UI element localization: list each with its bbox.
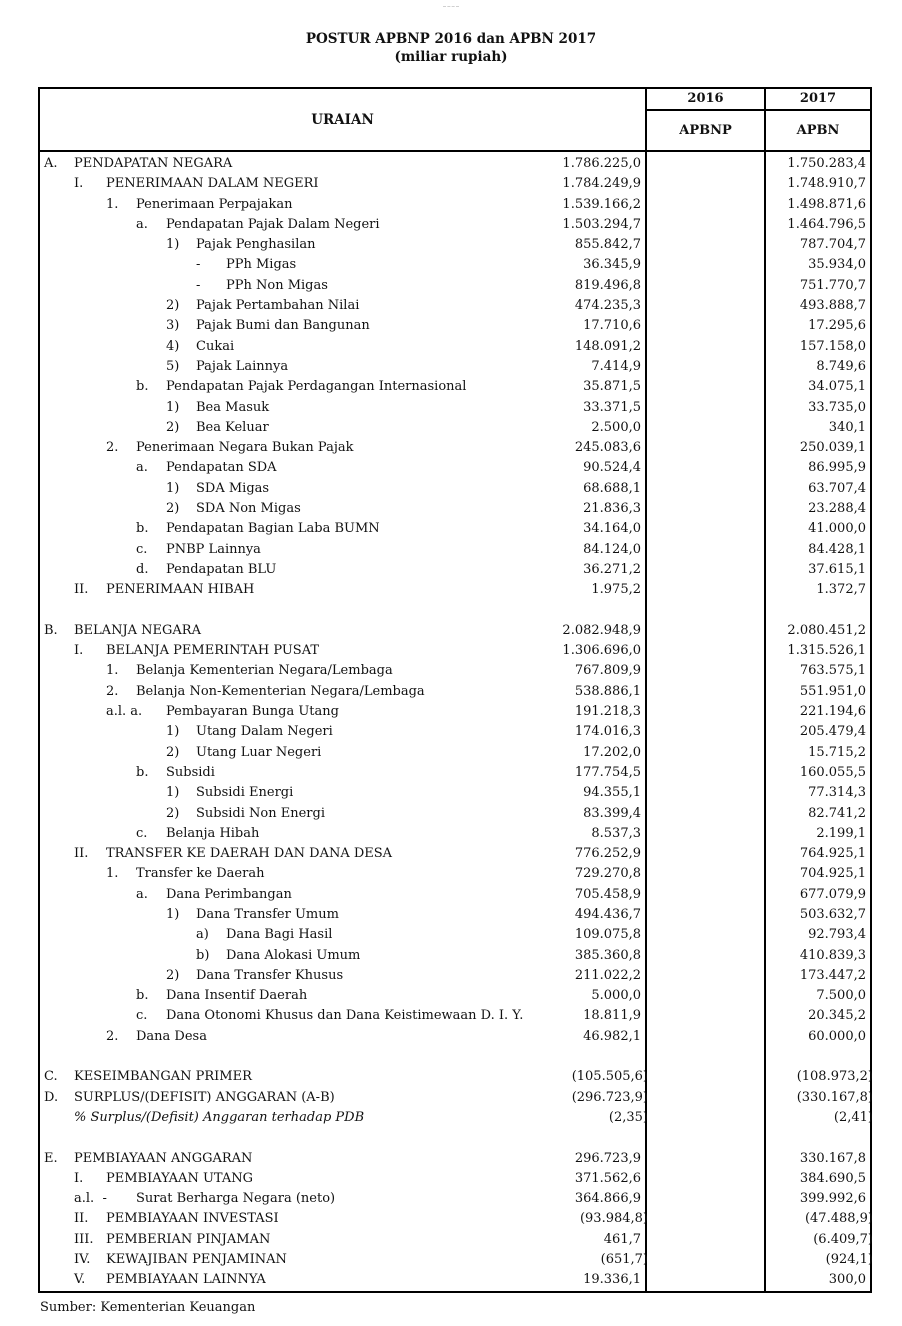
row-label: KESEIMBANGAN PRIMER bbox=[74, 1069, 252, 1085]
value-apbnp-2016: 34.164,0 bbox=[583, 521, 641, 537]
row-prefix: 5) bbox=[166, 358, 180, 374]
row-label: PENDAPATAN NEGARA bbox=[74, 156, 233, 171]
value-apbnp-2016: 5.000,0 bbox=[591, 988, 641, 1004]
value-apbn-2017: 221.194,6 bbox=[799, 704, 866, 720]
row-prefix: E. bbox=[44, 1150, 58, 1166]
table-row bbox=[40, 458, 870, 478]
value-apbnp-2016: 109.075,8 bbox=[574, 927, 641, 943]
value-apbn-2017: 23.288,4 bbox=[808, 501, 866, 517]
table-row bbox=[40, 1270, 870, 1290]
row-prefix: V. bbox=[74, 1272, 86, 1288]
table-row bbox=[40, 1250, 873, 1270]
value-apbnp-2016: 19.336,1 bbox=[583, 1272, 641, 1288]
table-row bbox=[40, 1230, 873, 1250]
row-prefix: 2) bbox=[166, 501, 180, 517]
row-prefix: 1. bbox=[106, 663, 119, 679]
value-apbn-2017: 7.500,0 bbox=[816, 988, 866, 1004]
row-prefix: a. bbox=[136, 216, 148, 232]
table-row bbox=[40, 174, 870, 194]
value-apbn-2017: 84.428,1 bbox=[808, 541, 866, 557]
row-label: % Surplus/(Defisit) Anggaran terhadap PDB bbox=[74, 1109, 365, 1125]
row-label: TRANSFER KE DAERAH DAN DANA DESA bbox=[106, 846, 393, 862]
row-prefix: a) bbox=[196, 927, 209, 943]
value-apbnp-2016: 385.360,8 bbox=[574, 947, 641, 963]
table-row bbox=[40, 1067, 873, 1087]
table-row bbox=[40, 479, 870, 499]
table-row bbox=[40, 499, 870, 519]
value-apbn-2017: 37.615,1 bbox=[808, 561, 866, 577]
header-col-2017 bbox=[764, 89, 870, 150]
row-label: Dana Insentif Daerah bbox=[166, 988, 308, 1004]
value-apbnp-2016: 68.688,1 bbox=[583, 480, 641, 496]
table-row bbox=[40, 1006, 870, 1026]
value-apbnp-2016: 17.710,6 bbox=[583, 318, 641, 334]
value-apbn-2017: 677.079,9 bbox=[799, 886, 866, 902]
table-row bbox=[40, 946, 870, 966]
budget-table bbox=[38, 87, 872, 1293]
row-prefix: 2. bbox=[106, 683, 119, 699]
value-apbn-2017: 35.934,0 bbox=[808, 257, 866, 273]
header-year-2016: 2016 bbox=[647, 89, 764, 111]
table-row bbox=[40, 743, 870, 763]
row-prefix: c. bbox=[136, 825, 148, 841]
table-body bbox=[40, 152, 873, 1291]
value-apbn-2017: 17.295,6 bbox=[808, 318, 866, 334]
table-row bbox=[40, 925, 870, 945]
header-uraian: URAIAN bbox=[311, 111, 374, 128]
value-apbnp-2016: (2,35) bbox=[608, 1109, 648, 1125]
row-prefix: 2. bbox=[106, 440, 119, 456]
value-apbn-2017: 2.199,1 bbox=[816, 825, 866, 841]
value-apbn-2017: (47.488,9) bbox=[804, 1211, 873, 1227]
table-row bbox=[40, 722, 870, 742]
row-prefix: - bbox=[196, 277, 201, 293]
value-apbn-2017: 1.498.871,6 bbox=[787, 196, 866, 212]
table-row bbox=[40, 763, 870, 783]
value-apbnp-2016: 191.218,3 bbox=[574, 704, 641, 720]
row-prefix: 2) bbox=[166, 419, 180, 435]
header-col-2016 bbox=[645, 89, 764, 150]
value-apbnp-2016: 83.399,4 bbox=[583, 805, 641, 821]
value-apbn-2017: (6.409,7) bbox=[813, 1231, 873, 1247]
row-label: KEWAJIBAN PENJAMINAN bbox=[106, 1252, 287, 1268]
row-label: Surat Berharga Negara (neto) bbox=[136, 1191, 336, 1207]
table-row bbox=[40, 682, 870, 702]
row-prefix: a. bbox=[136, 886, 148, 902]
row-prefix: 1) bbox=[166, 237, 180, 253]
row-label: PEMBIAYAAN LAINNYA bbox=[106, 1272, 266, 1288]
value-apbnp-2016: 46.982,1 bbox=[583, 1028, 641, 1044]
row-prefix: - bbox=[196, 257, 201, 273]
row-prefix: I. bbox=[74, 1170, 84, 1186]
row-label: Penerimaan Negara Bukan Pajak bbox=[136, 440, 354, 456]
row-prefix: b. bbox=[136, 764, 149, 780]
table-row bbox=[40, 661, 870, 681]
row-label: Dana Desa bbox=[136, 1028, 207, 1044]
value-apbn-2017: 787.704,7 bbox=[799, 237, 866, 253]
value-apbnp-2016: 1.306.696,0 bbox=[562, 643, 641, 659]
table-row bbox=[40, 804, 870, 824]
value-apbn-2017: 704.925,1 bbox=[799, 866, 866, 882]
value-apbnp-2016: 245.083,6 bbox=[574, 440, 641, 456]
value-apbnp-2016: 2.500,0 bbox=[591, 419, 641, 435]
value-apbn-2017: 551.951,0 bbox=[799, 683, 866, 699]
table-row bbox=[40, 276, 870, 296]
row-label: PEMBIAYAAN UTANG bbox=[106, 1170, 254, 1186]
table-row bbox=[40, 1189, 870, 1209]
value-apbnp-2016: 767.809,9 bbox=[574, 663, 641, 679]
value-apbnp-2016: 94.355,1 bbox=[583, 785, 641, 801]
row-label: BELANJA NEGARA bbox=[74, 622, 201, 638]
table-spacer-row bbox=[40, 1047, 870, 1067]
row-prefix: D. bbox=[44, 1089, 59, 1105]
row-prefix: C. bbox=[44, 1069, 58, 1085]
value-apbnp-2016: 36.271,2 bbox=[583, 561, 641, 577]
row-label: PNBP Lainnya bbox=[166, 541, 261, 557]
row-label: Subsidi Energi bbox=[196, 785, 294, 801]
row-prefix: II. bbox=[74, 846, 89, 862]
value-apbn-2017: 15.715,2 bbox=[808, 744, 866, 760]
value-apbnp-2016: 84.124,0 bbox=[583, 541, 641, 557]
row-label: Pendapatan Bagian Laba BUMN bbox=[166, 521, 380, 537]
row-prefix: 1) bbox=[166, 724, 180, 740]
value-apbn-2017: 77.314,3 bbox=[808, 785, 866, 801]
value-apbnp-2016: 148.091,2 bbox=[574, 338, 641, 354]
row-label: PEMBIAYAAN ANGGARAN bbox=[74, 1150, 253, 1166]
table-row bbox=[40, 966, 870, 986]
row-prefix: 1) bbox=[166, 399, 180, 415]
table-row bbox=[40, 1088, 873, 1108]
table-row bbox=[40, 540, 870, 560]
table-row bbox=[40, 316, 870, 336]
value-apbn-2017: 2.080.451,2 bbox=[787, 622, 866, 638]
value-apbnp-2016: 538.886,1 bbox=[574, 683, 641, 699]
row-label: Dana Alokasi Umum bbox=[226, 947, 361, 963]
row-label: Subsidi Non Energi bbox=[196, 805, 325, 821]
row-label: Belanja Kementerian Negara/Lembaga bbox=[136, 663, 393, 679]
row-label: Pendapatan BLU bbox=[166, 561, 277, 577]
row-label: Pajak Penghasilan bbox=[196, 237, 316, 253]
value-apbn-2017: 1.750.283,4 bbox=[787, 156, 866, 171]
row-label: Dana Transfer Khusus bbox=[196, 967, 344, 983]
table-row bbox=[40, 337, 870, 357]
table-row bbox=[40, 154, 870, 174]
row-label: Subsidi bbox=[166, 764, 215, 780]
row-label: Pendapatan Pajak Perdagangan Internasional bbox=[166, 379, 467, 395]
table-row bbox=[40, 621, 870, 641]
value-apbn-2017: 1.372,7 bbox=[816, 582, 866, 598]
row-label: Penerimaan Perpajakan bbox=[136, 196, 293, 212]
row-label: Utang Dalam Negeri bbox=[196, 724, 333, 740]
row-label: PENERIMAAN HIBAH bbox=[106, 582, 255, 598]
row-label: Pajak Pertambahan Nilai bbox=[196, 298, 360, 314]
table-spacer-row bbox=[40, 601, 870, 621]
value-apbnp-2016: 819.496,8 bbox=[574, 277, 641, 293]
table-row bbox=[40, 1209, 873, 1229]
value-apbnp-2016: 494.436,7 bbox=[574, 906, 641, 922]
value-apbnp-2016: 2.082.948,9 bbox=[562, 622, 641, 638]
table-row bbox=[40, 905, 870, 925]
row-label: SDA Migas bbox=[196, 480, 270, 496]
row-prefix: 2) bbox=[166, 967, 180, 983]
table-row bbox=[40, 296, 870, 316]
value-apbnp-2016: 705.458,9 bbox=[574, 886, 641, 902]
table-row bbox=[40, 195, 870, 215]
row-label: Dana Perimbangan bbox=[166, 886, 292, 902]
row-label: PEMBERIAN PINJAMAN bbox=[106, 1231, 271, 1247]
table-row bbox=[40, 357, 870, 377]
table-row bbox=[40, 1027, 870, 1047]
value-apbn-2017: 340,1 bbox=[828, 419, 866, 435]
row-label: SDA Non Migas bbox=[196, 501, 301, 517]
value-apbn-2017: 250.039,1 bbox=[799, 440, 866, 456]
value-apbn-2017: 160.055,5 bbox=[799, 764, 866, 780]
row-label: Utang Luar Negeri bbox=[196, 744, 322, 760]
value-apbnp-2016: 174.016,3 bbox=[574, 724, 641, 740]
table-row bbox=[40, 1108, 873, 1128]
document-title: POSTUR APBNP 2016 dan APBN 2017 bbox=[305, 31, 597, 47]
table-row bbox=[40, 235, 870, 255]
value-apbn-2017: 82.741,2 bbox=[808, 805, 866, 821]
row-label: Bea Masuk bbox=[196, 399, 270, 415]
header-type-apbn: APBN bbox=[796, 123, 840, 138]
value-apbnp-2016: (105.505,6) bbox=[571, 1069, 648, 1085]
value-apbnp-2016: 461,7 bbox=[603, 1231, 641, 1247]
table-row bbox=[40, 255, 870, 275]
table-row bbox=[40, 986, 870, 1006]
table-row bbox=[40, 885, 870, 905]
row-prefix: 3) bbox=[166, 318, 180, 334]
value-apbnp-2016: (651,7) bbox=[600, 1252, 648, 1268]
value-apbn-2017: 493.888,7 bbox=[799, 298, 866, 314]
row-prefix: A. bbox=[44, 156, 58, 171]
row-label: Transfer ke Daerah bbox=[136, 866, 265, 882]
row-label: Pendapatan Pajak Dalam Negeri bbox=[166, 216, 380, 232]
value-apbn-2017: 33.735,0 bbox=[808, 399, 866, 415]
row-prefix: 2. bbox=[106, 1028, 119, 1044]
value-apbnp-2016: 211.022,2 bbox=[574, 967, 641, 983]
table-row bbox=[40, 560, 870, 580]
row-prefix: c. bbox=[136, 541, 148, 557]
row-prefix: 4) bbox=[166, 338, 180, 354]
row-prefix: I. bbox=[74, 176, 84, 192]
value-apbn-2017: 92.793,4 bbox=[808, 927, 866, 943]
row-prefix: c. bbox=[136, 1008, 148, 1024]
value-apbn-2017: 63.707,4 bbox=[808, 480, 866, 496]
value-apbn-2017: 20.345,2 bbox=[808, 1008, 866, 1024]
value-apbnp-2016: 90.524,4 bbox=[583, 460, 641, 476]
value-apbn-2017: 764.925,1 bbox=[799, 846, 866, 862]
value-apbn-2017: 1.315.526,1 bbox=[787, 643, 866, 659]
table-row bbox=[40, 824, 870, 844]
table-row bbox=[40, 864, 870, 884]
value-apbnp-2016: 296.723,9 bbox=[574, 1150, 641, 1166]
row-label: Cukai bbox=[196, 338, 235, 354]
value-apbn-2017: 60.000,0 bbox=[808, 1028, 866, 1044]
row-label: PPh Migas bbox=[226, 257, 297, 273]
row-prefix: 2) bbox=[166, 744, 180, 760]
value-apbn-2017: (108.973,2) bbox=[796, 1069, 873, 1085]
row-label: BELANJA PEMERINTAH PUSAT bbox=[106, 643, 320, 659]
row-label: Belanja Non-Kementerian Negara/Lembaga bbox=[136, 683, 425, 699]
page-top-mark bbox=[443, 6, 459, 8]
row-prefix: d. bbox=[136, 561, 149, 577]
row-label: PEMBIAYAAN INVESTASI bbox=[106, 1211, 279, 1227]
row-prefix: II. bbox=[74, 1211, 89, 1227]
value-apbnp-2016: 1.539.166,2 bbox=[562, 196, 641, 212]
value-apbn-2017: 205.479,4 bbox=[799, 724, 866, 740]
document-subtitle: (miliar rupiah) bbox=[394, 49, 508, 65]
value-apbn-2017: (2,41) bbox=[833, 1109, 873, 1125]
value-apbnp-2016: 1.786.225,0 bbox=[562, 156, 641, 171]
value-apbnp-2016: 855.842,7 bbox=[574, 237, 641, 253]
row-label: Dana Otonomi Khusus dan Dana Keistimewaan D. I. Y. bbox=[166, 1008, 524, 1024]
row-prefix: III. bbox=[74, 1231, 94, 1247]
value-apbnp-2016: (296.723,9) bbox=[571, 1089, 648, 1105]
value-apbn-2017: 1.748.910,7 bbox=[787, 176, 866, 192]
row-label: PENERIMAAN DALAM NEGERI bbox=[106, 176, 319, 192]
row-prefix: a.l. a. bbox=[106, 704, 143, 720]
table-row bbox=[40, 398, 870, 418]
header-year-2017: 2017 bbox=[766, 89, 870, 111]
value-apbn-2017: 173.447,2 bbox=[799, 967, 866, 983]
value-apbn-2017: 1.464.796,5 bbox=[787, 216, 866, 232]
table-row bbox=[40, 438, 870, 458]
value-apbn-2017: 300,0 bbox=[828, 1272, 866, 1288]
table-row bbox=[40, 844, 870, 864]
row-label: Pajak Bumi dan Bangunan bbox=[196, 318, 370, 334]
table-row bbox=[40, 377, 870, 397]
row-prefix: a.l. - bbox=[74, 1191, 107, 1207]
value-apbn-2017: 157.158,0 bbox=[799, 338, 866, 354]
value-apbnp-2016: 1.975,2 bbox=[591, 582, 641, 598]
value-apbnp-2016: 7.414,9 bbox=[591, 358, 641, 374]
value-apbn-2017: 41.000,0 bbox=[808, 521, 866, 537]
source-note: Sumber: Kementerian Keuangan bbox=[40, 1300, 256, 1315]
row-prefix: 1) bbox=[166, 480, 180, 496]
row-prefix: 2) bbox=[166, 805, 180, 821]
value-apbnp-2016: 36.345,9 bbox=[583, 257, 641, 273]
value-apbnp-2016: 474.235,3 bbox=[574, 298, 641, 314]
table-row bbox=[40, 215, 870, 235]
value-apbnp-2016: 35.871,5 bbox=[583, 379, 641, 395]
row-prefix: 1) bbox=[166, 906, 180, 922]
row-label: Dana Bagi Hasil bbox=[226, 927, 333, 943]
value-apbnp-2016: 21.836,3 bbox=[583, 501, 641, 517]
value-apbnp-2016: 1.503.294,7 bbox=[562, 216, 641, 232]
value-apbn-2017: 503.632,7 bbox=[799, 906, 866, 922]
value-apbnp-2016: 8.537,3 bbox=[591, 825, 641, 841]
row-label: Pajak Lainnya bbox=[196, 358, 289, 374]
value-apbn-2017: 751.770,7 bbox=[799, 277, 866, 293]
row-label: PPh Non Migas bbox=[226, 277, 328, 293]
value-apbnp-2016: 17.202,0 bbox=[583, 744, 641, 760]
table-row bbox=[40, 1169, 870, 1189]
row-prefix: 1. bbox=[106, 196, 119, 212]
row-prefix: a. bbox=[136, 460, 148, 476]
value-apbnp-2016: 1.784.249,9 bbox=[562, 176, 641, 192]
value-apbn-2017: 8.749,6 bbox=[816, 358, 866, 374]
row-prefix: b. bbox=[136, 521, 149, 537]
value-apbnp-2016: 33.371,5 bbox=[583, 399, 641, 415]
row-label: Pembayaran Bunga Utang bbox=[166, 704, 339, 720]
table-row bbox=[40, 519, 870, 539]
row-prefix: I. bbox=[74, 643, 84, 659]
row-label: Dana Transfer Umum bbox=[196, 906, 339, 922]
value-apbnp-2016: 729.270,8 bbox=[574, 866, 641, 882]
table-header bbox=[40, 89, 870, 152]
table-row bbox=[40, 783, 870, 803]
table-row bbox=[40, 1149, 870, 1169]
value-apbnp-2016: 776.252,9 bbox=[574, 846, 641, 862]
table-row bbox=[40, 641, 870, 661]
row-prefix: b. bbox=[136, 379, 149, 395]
row-prefix: b. bbox=[136, 988, 149, 1004]
value-apbnp-2016: 177.754,5 bbox=[574, 764, 641, 780]
value-apbnp-2016: 364.866,9 bbox=[574, 1191, 641, 1207]
row-prefix: II. bbox=[74, 582, 89, 598]
value-apbn-2017: 330.167,8 bbox=[799, 1150, 866, 1166]
table-row bbox=[40, 418, 870, 438]
value-apbn-2017: 34.075,1 bbox=[808, 379, 866, 395]
row-prefix: 1. bbox=[106, 866, 119, 882]
header-type-apbnp: APBNP bbox=[679, 123, 732, 138]
value-apbn-2017: (330.167,8) bbox=[796, 1089, 873, 1105]
value-apbn-2017: 86.995,9 bbox=[808, 460, 866, 476]
row-label: SURPLUS/(DEFISIT) ANGGARAN (A-B) bbox=[74, 1089, 335, 1105]
row-prefix: IV. bbox=[74, 1252, 91, 1268]
value-apbn-2017: 399.992,6 bbox=[799, 1191, 866, 1207]
table-spacer-row bbox=[40, 1128, 870, 1148]
row-label: Bea Keluar bbox=[196, 419, 269, 435]
table-row bbox=[40, 702, 870, 722]
document-title-block bbox=[0, 30, 902, 66]
value-apbnp-2016: 18.811,9 bbox=[583, 1008, 641, 1024]
value-apbnp-2016: 371.562,6 bbox=[574, 1170, 641, 1186]
value-apbnp-2016: (93.984,8) bbox=[579, 1211, 648, 1227]
row-prefix: 2) bbox=[166, 298, 180, 314]
row-prefix: b) bbox=[196, 947, 210, 963]
row-label: Pendapatan SDA bbox=[166, 460, 277, 476]
table-row bbox=[40, 580, 870, 600]
value-apbn-2017: 763.575,1 bbox=[799, 663, 866, 679]
row-prefix: B. bbox=[44, 622, 58, 638]
row-prefix: 1) bbox=[166, 785, 180, 801]
row-label: Belanja Hibah bbox=[166, 825, 260, 841]
value-apbn-2017: (924,1) bbox=[825, 1252, 873, 1268]
value-apbn-2017: 384.690,5 bbox=[799, 1170, 866, 1186]
value-apbn-2017: 410.839,3 bbox=[799, 947, 866, 963]
